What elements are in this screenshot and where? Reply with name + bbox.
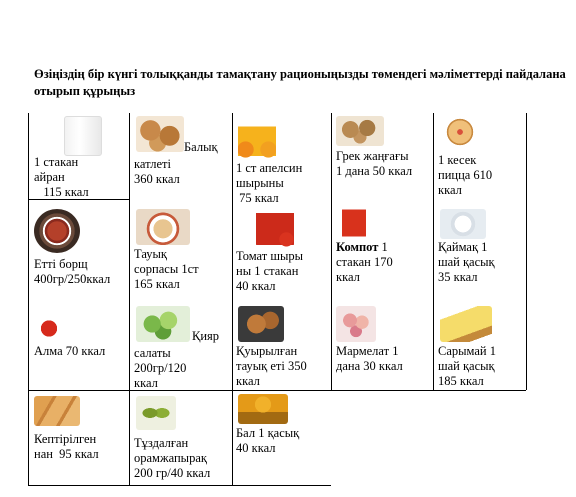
food-label: ккал — [336, 270, 360, 284]
food-cell — [336, 207, 432, 293]
food-label: шай қасық — [438, 255, 495, 269]
food-label: Кептірілген — [34, 432, 97, 446]
food-label: катлеті — [134, 157, 171, 171]
food-cell — [336, 304, 432, 390]
food-cell — [236, 207, 332, 293]
food-label: Етті борщ — [34, 257, 88, 271]
food-label: шай қасық — [438, 359, 495, 373]
cucumber-salad-icon — [136, 306, 190, 342]
pizza-icon — [438, 116, 482, 148]
tomato-juice-icon — [256, 209, 294, 247]
chicken-soup-icon — [136, 209, 190, 245]
food-label: Қуырылған — [236, 344, 298, 358]
food-label: ккал — [134, 376, 158, 390]
orange-juice-icon — [238, 118, 276, 160]
food-label: Мармелат 1 — [336, 344, 399, 358]
page-heading: Өзіңіздің бір күнгі толыққанды тамақтану рационыңызды төмендегі мәліметтерді пайдалана отырып құрыңыз — [34, 67, 566, 98]
sour-cream-icon — [440, 209, 486, 239]
food-label: сорпасы 1ст — [134, 262, 199, 276]
food-cell — [34, 304, 130, 390]
food-cell — [438, 114, 526, 200]
butter-icon — [440, 306, 492, 342]
food-cell — [134, 394, 234, 480]
food-label: нан 95 ккал — [34, 447, 99, 461]
food-cell — [236, 304, 332, 390]
food-label: 200 гр/40 ккал — [134, 466, 211, 480]
food-cell — [134, 304, 230, 390]
honey-icon — [238, 394, 288, 424]
food-label: Тұздалған — [134, 436, 189, 450]
kefir-glass-icon — [64, 116, 102, 156]
food-label: Балық — [184, 140, 218, 154]
food-cell — [236, 394, 332, 480]
food-label: стакан 170 — [336, 255, 393, 269]
food-cell — [134, 207, 230, 293]
food-label: Сарымай 1 — [438, 344, 496, 358]
borscht-icon — [34, 209, 80, 253]
food-label: Томат шыры — [236, 249, 304, 263]
food-label: салаты — [134, 346, 171, 360]
toast-icon — [34, 396, 80, 426]
food-cell — [438, 207, 526, 293]
food-cell — [34, 207, 130, 293]
food-cell — [34, 394, 130, 480]
food-label: 400гр/250ккал — [34, 272, 111, 286]
food-label: Бал 1 қасық — [236, 426, 300, 440]
food-label: 1 стакан — [34, 155, 79, 169]
food-label: Грек жаңғағы — [336, 149, 409, 163]
food-cell — [336, 114, 432, 200]
food-label: шырыны — [236, 176, 284, 190]
food-label: 40 ккал — [236, 441, 276, 455]
pickled-cabbage-icon — [136, 396, 176, 430]
food-cell — [34, 114, 130, 200]
food-label: пицца 610 — [438, 168, 493, 182]
food-label: ккал — [438, 183, 462, 197]
food-cell — [236, 114, 332, 210]
food-label: айран — [34, 170, 65, 184]
food-label: Қияр — [192, 329, 220, 343]
food-cell — [438, 304, 526, 390]
food-label: 200гр/120 — [134, 361, 187, 375]
food-label: ккал — [236, 374, 260, 388]
walnut-icon — [336, 116, 384, 146]
food-label: 1 — [378, 240, 388, 254]
food-label: 115 ккал — [34, 185, 89, 199]
food-label: орамжапырақ — [134, 451, 207, 465]
food-label: 1 кесек — [438, 153, 477, 167]
food-label: дана 30 ккал — [336, 359, 403, 373]
food-label: 40 ккал — [236, 279, 276, 293]
food-label: ны 1 стакан — [236, 264, 299, 278]
food-label: 1 ст апелсин — [236, 161, 303, 175]
food-label: 165 ккал — [134, 277, 180, 291]
food-label: 75 ккал — [236, 191, 279, 205]
food-label: тауық еті 350 — [236, 359, 307, 373]
fish-cutlet-icon — [136, 116, 184, 152]
apple-icon — [34, 312, 64, 342]
food-label: 1 дана 50 ккал — [336, 164, 413, 178]
fried-chicken-icon — [238, 306, 284, 342]
food-cell — [134, 114, 230, 200]
food-label: Алма 70 ккал — [34, 344, 106, 358]
food-label-bold: Компот — [336, 240, 379, 254]
marmalade-icon — [336, 306, 376, 342]
compote-icon — [342, 207, 366, 239]
food-label: Қаймақ 1 — [438, 240, 488, 254]
food-label: 360 ккал — [134, 172, 180, 186]
food-label: 35 ккал — [438, 270, 478, 284]
food-label: 185 ккал — [438, 374, 484, 388]
food-label: Тауық — [134, 247, 167, 261]
